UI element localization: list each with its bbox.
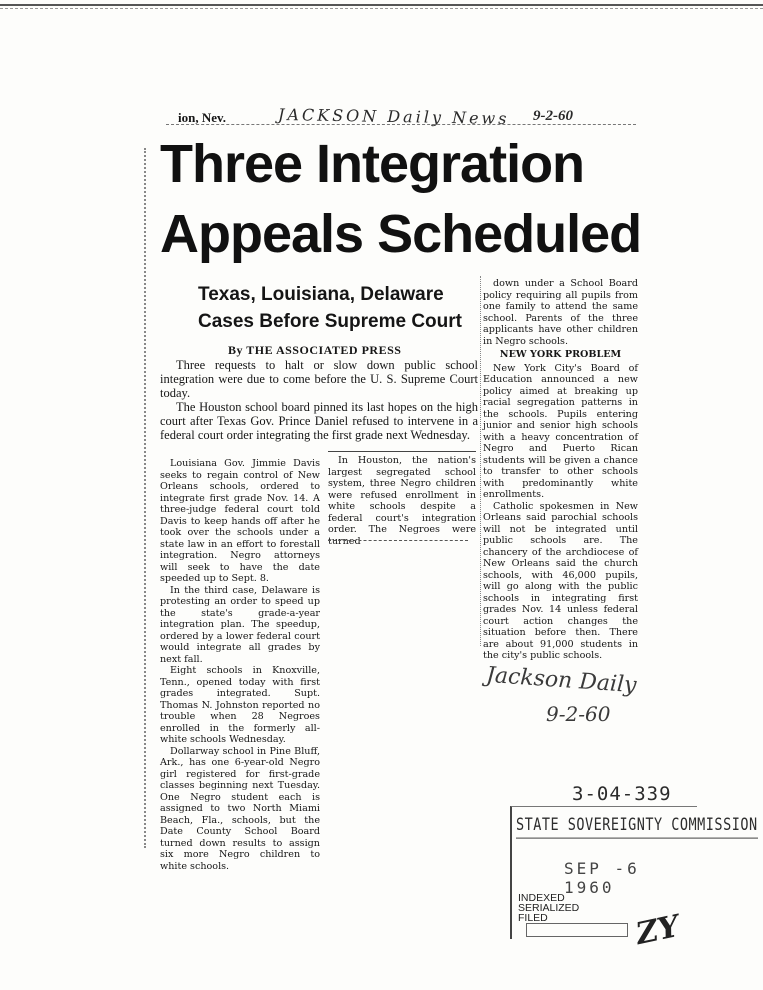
lede-paragraph: Three requests to halt or slow down public school integration were due to come before the U. S. Supreme Court today. bbox=[160, 358, 478, 400]
subhead-line-1: Texas, Louisiana, Delaware bbox=[198, 284, 444, 305]
file-number: 3-04-339 bbox=[572, 783, 672, 805]
dateline: ion, Nev. bbox=[178, 110, 227, 125]
top-rule bbox=[166, 124, 636, 125]
handwritten-date: 9-2-60 bbox=[533, 108, 573, 124]
handwritten-initials: ZY bbox=[632, 908, 683, 953]
stamp-field: FILED bbox=[518, 912, 548, 924]
article-paragraph: Eight schools in Knoxville, Tenn., opened today with first grades integrated. Supt. Thomas N. Johnston reported no trouble when 28 Negroes enrolled in the formerly all-white schools Wednesday. bbox=[160, 665, 320, 745]
scan-top-dash bbox=[0, 8, 763, 9]
section-subhead: NEW YORK PROBLEM bbox=[499, 349, 622, 360]
article-paragraph: Dollarway school in Pine Bluff, Ark., has one 6-year-old Negro girl registered for first-grade classes beginning next Tuesday. One Negro student each is assigned to two North Miami Beach, Fla., schools, but the Date County School Board turned down results to assign six more Negro children to white schools. bbox=[160, 745, 320, 872]
headline-line-2: Appeals Scheduled bbox=[160, 204, 642, 264]
article-paragraph: down under a School Board policy requiring all pupils from one family to attend the same school. Parents of the three applicants have other children in Negro schools. bbox=[483, 278, 638, 347]
article-paragraph: New York City's Board of Education announced a new policy aimed at breaking up racial segregation patterns in the schools. Pupils entering junior and senior high schools with a heavy concentration of Negro and Puerto Rican students will be given a chance to transfer to other schools with predominantly white enrollments. bbox=[483, 362, 638, 500]
stamp-title: STATE SOVEREIGNTY COMMISSION bbox=[516, 815, 758, 839]
column-divider bbox=[480, 276, 481, 646]
newspaper-clipping bbox=[150, 104, 650, 872]
column-end-rule bbox=[328, 540, 468, 541]
stamp-field: SERIALIZED bbox=[518, 902, 580, 914]
scan-top-border bbox=[0, 4, 763, 6]
stamp-date: SEP -6 1960 bbox=[564, 859, 640, 897]
lede-paragraph: The Houston school board pinned its last hopes on the high court after Texas Gov. Prince Daniel refused to intervene in a federal court order integrating the first grade next Wednesday. bbox=[160, 400, 478, 442]
handwritten-note-source: Jackson Daily bbox=[485, 662, 638, 699]
stamp-field: INDEXED bbox=[518, 892, 565, 904]
stamp-fields bbox=[518, 893, 579, 923]
article-paragraph: Catholic spokesmen in New Orleans said parochial schools will not be integrated until public schools are. The chancery of the archdiocese of New Orleans said the church schools, with 46,000 pupils, will go along with the public schools in integrating first grades Nov. 14 unless federal court action changes the situation before then. There are about 91,000 students in the city's public schools. bbox=[483, 500, 638, 661]
column-left bbox=[160, 458, 320, 872]
article-paragraph: Louisiana Gov. Jimmie Davis seeks to regain control of New Orleans schools, ordered to integrate first grade Nov. 14. A three-judge federal court told Davis to keep hands off after he took over the schools under a state law in an effort to forestall integration. Negro attorneys will seek to have the date speeded up to Sept. 8. bbox=[160, 458, 320, 584]
article-paragraph: In the third case, Delaware is protesting an order to speed up the state's grade-a-year integration plan. The speedup, ordered by a lower federal court would integrate all grades by next fall. bbox=[160, 584, 320, 665]
stamp-entry-box bbox=[526, 923, 628, 937]
lede bbox=[160, 358, 478, 442]
handwritten-note-date: 9-2-60 bbox=[546, 702, 611, 726]
headline-line-1: Three Integration bbox=[160, 134, 585, 194]
column-middle bbox=[328, 451, 476, 547]
subhead-line-2: Cases Before Supreme Court bbox=[198, 311, 462, 332]
column-right bbox=[483, 278, 638, 662]
handwritten-source: JACKSON Daily News bbox=[277, 104, 510, 129]
clipping-left-edge bbox=[144, 148, 146, 848]
article-paragraph: In Houston, the nation's largest segregated school system, three Negro children were refused enrollment in white schools despite a federal court's integration order. The Negroes were turned bbox=[328, 455, 476, 547]
byline: By THE ASSOCIATED PRESS bbox=[228, 343, 402, 357]
